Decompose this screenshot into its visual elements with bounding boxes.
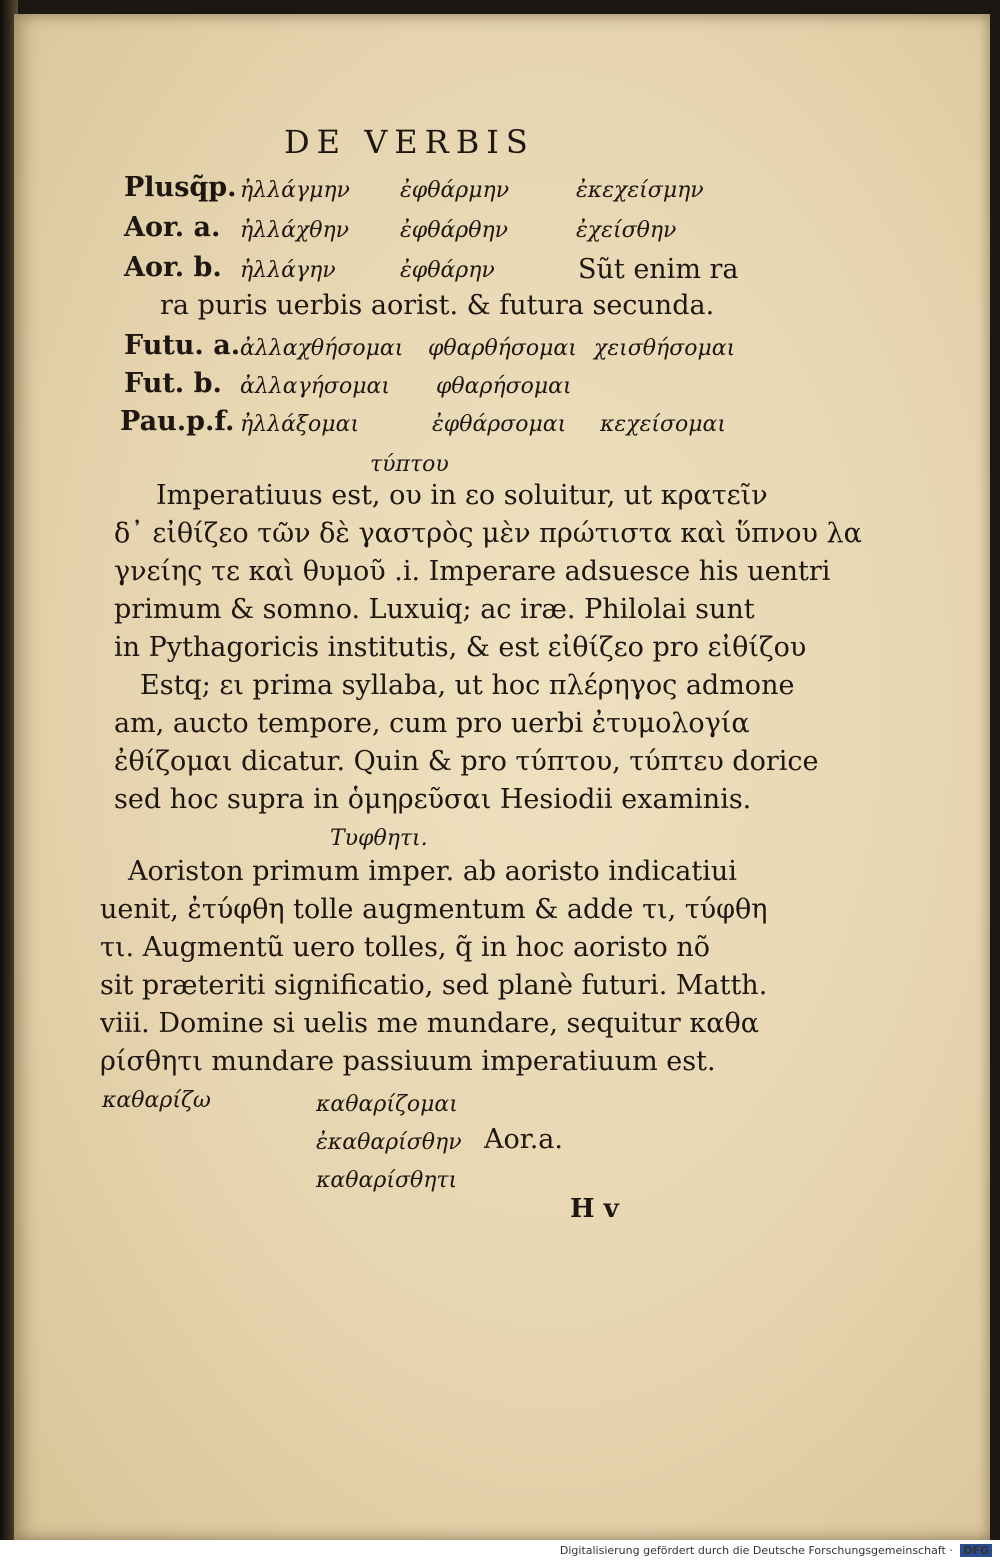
running-head: DE VERBIS bbox=[284, 123, 535, 161]
paradigm-form: καθαρίζω bbox=[102, 1088, 211, 1113]
paradigm-form: ἠλλάξομαι bbox=[240, 412, 360, 437]
body-line: sed hoc supra in ὁμηρεῦσαι Hesiodii examinis. bbox=[114, 784, 752, 815]
body-line: ἐθίζομαι dicatur. Quin & pro τύπτου, τύπτευ dorice bbox=[114, 746, 819, 777]
footer-credit-text: Digitalisierung gefördert durch die Deutsche Forschungsgemeinschaft bbox=[559, 1544, 946, 1557]
paradigm-form: ἐφθάρθην bbox=[400, 218, 509, 243]
body-line: Aoriston primum imper. ab aoristo indicatiui bbox=[128, 856, 737, 887]
paradigm-label-fut-b: Fut. b. bbox=[124, 368, 222, 399]
paradigm-form: ἠλλάγμην bbox=[240, 178, 350, 203]
paradigm-form: ἐφθάρσομαι bbox=[432, 412, 567, 437]
section-heading-typhthiti: Τυφθητι. bbox=[330, 826, 428, 851]
paradigm-note: ra puris uerbis aorist. & futura secunda. bbox=[160, 290, 715, 321]
paradigm-form: ἐφθάρμην bbox=[400, 178, 510, 203]
paradigm-form: ἠλλάγην bbox=[240, 258, 336, 283]
paradigm-form: ἐφθάρην bbox=[400, 258, 495, 283]
paradigm-form: ἐχείσθην bbox=[576, 218, 677, 243]
book-page bbox=[14, 14, 990, 1540]
body-line: in Pythagoricis institutis, & est εἰθίζεο pro εἰθίζου bbox=[114, 632, 807, 663]
paradigm-form: κεχείσομαι bbox=[600, 412, 727, 437]
paradigm-form: ἀλλαγήσομαι bbox=[240, 374, 390, 399]
signature-mark: H v bbox=[570, 1194, 619, 1224]
dfg-logo: DFG bbox=[960, 1544, 992, 1557]
paradigm-form: φθαρήσομαι bbox=[436, 374, 572, 399]
body-line: ρίσθητι mundare passiuum imperatiuum est. bbox=[100, 1046, 716, 1077]
body-line: am, aucto tempore, cum pro uerbi ἐτυμολογία bbox=[114, 708, 750, 739]
paradigm-label-aor-a: Aor. a. bbox=[124, 212, 221, 243]
body-line: τι. Augmentũ uero tolles, q̃ in hoc aoristo nõ bbox=[100, 932, 711, 963]
footer-bar bbox=[0, 1540, 1000, 1562]
body-line: primum & somno. Luxuiq; ac iræ. Philolai sunt bbox=[114, 594, 755, 625]
paradigm-form: καθαρίζομαι bbox=[316, 1092, 458, 1117]
body-line: viii. Domine si uelis me mundare, sequitur καθα bbox=[100, 1008, 760, 1039]
paradigm-form: φθαρθήσομαι bbox=[428, 336, 577, 361]
paradigm-label-aor-b: Aor. b. bbox=[124, 252, 222, 283]
paradigm-form: καθαρίσθητι bbox=[316, 1168, 458, 1193]
footer-credit: Digitalisierung gefördert durch die Deutsche Forschungsgemeinschaft · DFG bbox=[560, 1544, 992, 1557]
section-heading-typtou: τύπτου bbox=[370, 452, 449, 477]
body-line: sit præteriti significatio, sed planè futuri. Matth. bbox=[100, 970, 768, 1001]
body-line: δ᾽ εἰθίζεο τῶν δὲ γαστρὸς μὲν πρώτιστα καὶ ὕπνου λα bbox=[114, 518, 862, 549]
paradigm-label-plusqp: Plusq̃p. bbox=[124, 172, 237, 203]
body-line: uenit, ἐτύφθη tolle augmentum & adde τι, τύφθη bbox=[100, 894, 768, 925]
paradigm-form: ἐκαθαρίσθην bbox=[316, 1130, 462, 1155]
paradigm-label-futu-a: Futu. a. bbox=[124, 330, 241, 361]
body-line: γνείης τε καὶ θυμοῦ .i. Imperare adsuesce his uentri bbox=[114, 556, 831, 587]
body-line: Estq; ει prima syllaba, ut hoc πλέρηγος admone bbox=[140, 670, 795, 701]
paradigm-note-start: Sũt enim ra bbox=[578, 254, 739, 285]
paradigm-form: ἠλλάχθην bbox=[240, 218, 350, 243]
paradigm-form: ἐκεχείσμην bbox=[576, 178, 704, 203]
paradigm-label-pau-pf: Pau.p.f. bbox=[120, 406, 235, 437]
paradigm-form: ἀλλαχθήσομαι bbox=[240, 336, 404, 361]
paradigm-form: χεισθήσομαι bbox=[594, 336, 736, 361]
aorist-label: Aor.a. bbox=[484, 1124, 563, 1155]
body-line: Imperatiuus est, ου in εο soluitur, ut κρατεῖν bbox=[156, 480, 768, 511]
